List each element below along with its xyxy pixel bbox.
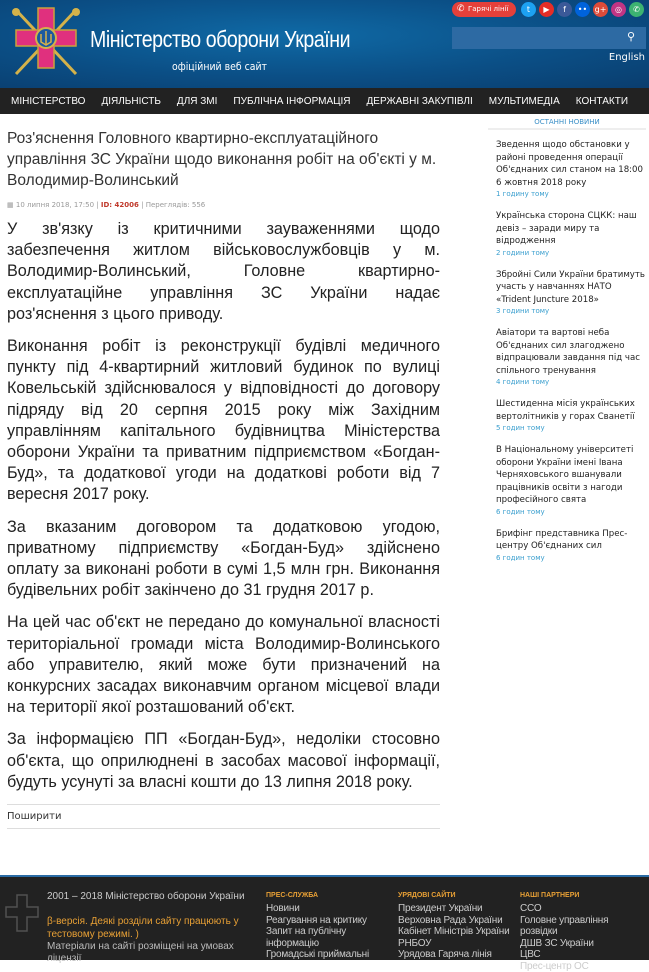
footer-press-column: [266, 891, 392, 961]
article-meta: ▦ 10 липня 2018, 17:50 | ID: 42006 | Переглядів: 556: [7, 201, 440, 213]
other-icon[interactable]: ✆: [629, 2, 644, 17]
footer-link[interactable]: Верховна Рада України: [398, 915, 514, 927]
site-title[interactable]: Міністерство оборони України: [90, 26, 350, 53]
footer-license[interactable]: Матеріали на сайті розміщені на умовах ліцензії: [47, 941, 259, 965]
news-item[interactable]: [488, 528, 646, 563]
footer-copyright: 2001 – 2018 Міністерство оборони України: [47, 891, 259, 903]
news-item[interactable]: [488, 444, 646, 517]
news-time: 6 годин тому: [488, 553, 646, 563]
nav-procurement[interactable]: ДЕРЖАВНІ ЗАКУПІВЛІ: [367, 96, 473, 107]
footer-link[interactable]: Кабінет Міністрів України: [398, 926, 514, 938]
nav-ministry[interactable]: МІНІСТЕРСТВО: [11, 96, 85, 107]
site-subtitle: офіційний веб сайт: [172, 60, 267, 73]
article-views: Переглядів: 556: [146, 201, 206, 209]
article-paragraph: Виконання робіт із реконструкції будівлі медичного пункту під 4-квартирний житловий будинок по вулиці Ковельській здійснювалося у відповідності до договору підряду від 20 серпня 2015 року між Західним управлінням капітального будівництва Міністерства оборони України та приватним підприємством «Богдан-Буд», та додаткової угоди на додаткові роботи від 7 вересня 2017 року.: [7, 336, 440, 506]
news-time: 1 годину тому: [488, 189, 646, 199]
nav-public-info[interactable]: ПУБЛІЧНА ІНФОРМАЦІЯ: [233, 96, 350, 107]
footer-link[interactable]: РНБОУ: [398, 938, 514, 950]
news-item[interactable]: [488, 327, 646, 387]
footer-link[interactable]: ССО: [520, 903, 647, 915]
flickr-icon[interactable]: ••: [575, 2, 590, 17]
footer-emblem-icon: [4, 893, 40, 933]
article: [7, 128, 440, 829]
news-title[interactable]: Авіатори та вартові неба Об'єднаних сил злагоджено відпрацювали завдання під час спільного тренування: [488, 327, 646, 377]
news-title[interactable]: Шестиденна місія українських вертолітників у горах Сванетії: [488, 398, 646, 423]
language-link[interactable]: English: [609, 52, 645, 63]
twitter-icon[interactable]: t: [521, 2, 536, 17]
news-title[interactable]: В Національному університеті оборони України імені Івана Черняховського вшанували працівників освіти з нагоди професійного свята: [488, 444, 646, 507]
main-nav: [0, 88, 649, 114]
footer-partners-heading: НАШІ ПАРТНЕРИ: [520, 891, 647, 900]
news-time: 4 години тому: [488, 377, 646, 387]
facebook-icon[interactable]: f: [557, 2, 572, 17]
footer-press-heading: ПРЕС-СЛУЖБА: [266, 891, 392, 900]
news-item[interactable]: [488, 269, 646, 317]
news-time: 2 години тому: [488, 248, 646, 258]
calendar-icon: ▦: [7, 201, 14, 209]
news-item[interactable]: [488, 139, 646, 199]
footer-link[interactable]: Новини: [266, 903, 392, 915]
footer-link[interactable]: Громадські приймальні: [266, 949, 392, 961]
footer-link[interactable]: ЦВС: [520, 949, 647, 961]
footer-link[interactable]: Прес-центр ОС: [520, 961, 647, 972]
article-paragraph: За інформацією ПП «Богдан-Буд», недоліки стосовно об'єкта, що оприлюднені в засобах масової інформації, будуть усунуті за власні кошти до 13 липня 2018 року.: [7, 729, 440, 793]
search-input[interactable]: [452, 27, 646, 49]
footer-link[interactable]: ДШВ ЗС України: [520, 938, 647, 950]
footer-link[interactable]: інформацію: [266, 938, 392, 950]
nav-media[interactable]: ДЛЯ ЗМІ: [177, 96, 217, 107]
latest-news-sidebar: [488, 114, 646, 574]
nav-multimedia[interactable]: МУЛЬТИМЕДІА: [489, 96, 560, 107]
news-item[interactable]: [488, 210, 646, 258]
article-date: 10 липня 2018, 17:50: [16, 201, 94, 209]
instagram-icon[interactable]: ◎: [611, 2, 626, 17]
news-title[interactable]: Брифінг представника Прес-центру Об'єднаних сил: [488, 528, 646, 553]
footer-link[interactable]: Реагування на критику: [266, 915, 392, 927]
article-body: [7, 219, 440, 793]
site-header: [0, 0, 649, 88]
youtube-icon[interactable]: ▶: [539, 2, 554, 17]
hotline-button[interactable]: [452, 2, 516, 17]
article-paragraph: На цей час об'єкт не передано до комунальної власності територіальної громади міста Володимир-Волинського або управителю, який може бути призначений на конкурсних засадах виконавчим органом місцевої влади на території якої розташований об'єкт.: [7, 612, 440, 718]
news-time: 6 годин тому: [488, 507, 646, 517]
site-footer: [0, 875, 649, 960]
google-plus-icon[interactable]: g+: [593, 2, 608, 17]
news-title[interactable]: Зведення щодо обстановки у районі проведення операції Об'єднаних сил станом на 18:00 6 жовтня 2018 року: [488, 139, 646, 189]
footer-link[interactable]: Запит на публічну: [266, 926, 392, 938]
share-button[interactable]: Поширити: [7, 804, 440, 829]
search-icon[interactable]: ⚲: [627, 30, 635, 43]
article-paragraph: За вказаним договором та додатковою угодою, приватному підприємству «Богдан-Буд» здійснено оплату за виконані роботи в сумі 1,5 млн грн. Виконання будівельних робіт закінчено до 31 грудня 2017 р.: [7, 517, 440, 602]
news-title[interactable]: Збройні Сили України братимуть участь у навчаннях НАТО «Trident Juncture 2018»: [488, 269, 646, 307]
news-item[interactable]: [488, 398, 646, 433]
news-time: 5 годин тому: [488, 423, 646, 433]
ministry-emblem-logo[interactable]: [8, 6, 84, 78]
article-paragraph: У зв'язку із критичними зауваженнями щодо забезпечення житлом військовослужбовців у м. Володимир-Волинський, Головне квартирно-експлуатаційне управління ЗС України надає роз'яснення з цього приводу.: [7, 219, 440, 325]
footer-link[interactable]: Урядова Гаряча лінія: [398, 949, 514, 961]
footer-link[interactable]: Головне управління розвідки: [520, 915, 647, 938]
footer-beta-note: β-версія. Деякі розділи сайту працюють у тестовому режимі. ): [47, 915, 259, 941]
footer-info: [47, 891, 259, 965]
footer-link[interactable]: Президент України: [398, 903, 514, 915]
news-title[interactable]: Українська сторона СЦКК: наш девіз – заради миру та відродження: [488, 210, 646, 248]
footer-gov-heading: УРЯДОВІ САЙТИ: [398, 891, 514, 900]
nav-contacts[interactable]: КОНТАКТИ: [576, 96, 628, 107]
article-title: Роз'яснення Головного квартирно-експлуатаційного управління ЗС України щодо виконання робіт на об'єкті у м. Володимир-Волинський: [7, 128, 440, 191]
article-id: ID: 42006: [101, 201, 139, 209]
footer-gov-column: [398, 891, 514, 961]
latest-news-header[interactable]: ОСТАННІ НОВИНИ: [488, 114, 646, 130]
news-time: 3 години тому: [488, 306, 646, 316]
phone-icon: ✆: [457, 2, 465, 17]
hotline-label: Гарячі лінії: [468, 5, 508, 13]
nav-activity[interactable]: ДІЯЛЬНІСТЬ: [101, 96, 160, 107]
